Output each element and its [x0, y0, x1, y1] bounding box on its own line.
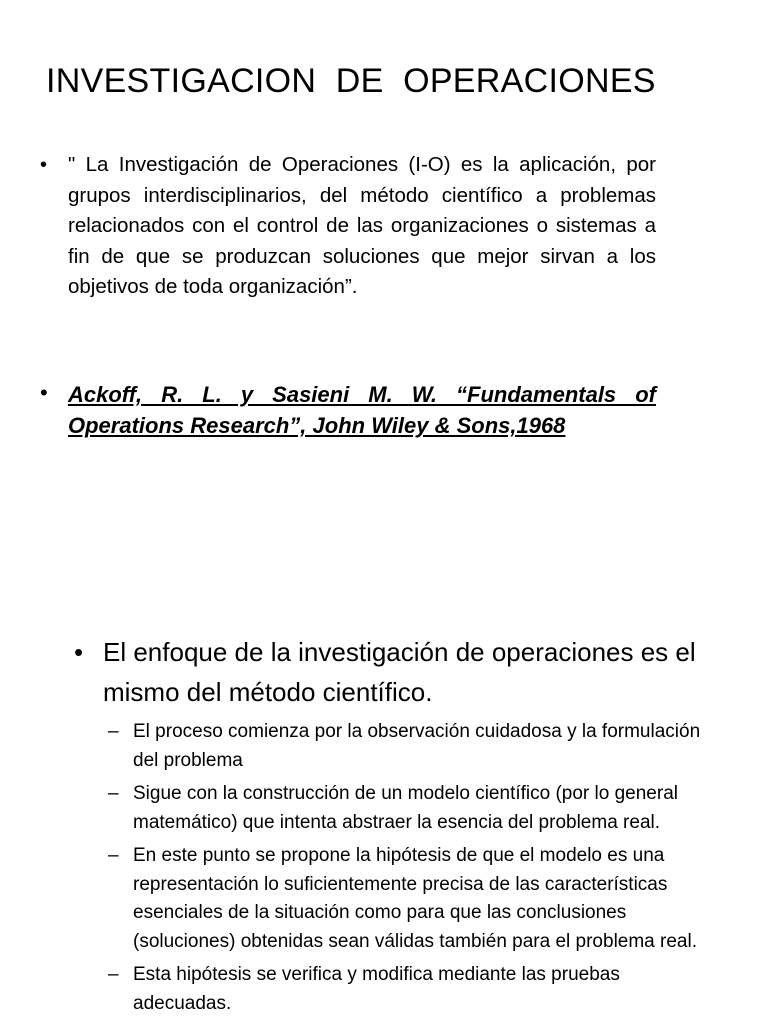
list-item	[108, 718, 708, 775]
sub-point-text: En este punto se propone la hipótesis de que el modelo es una representación lo suficientemente precisa de las características esenciales de la situación como para que las conclusiones (soluciones) obtenidas sean válidas también para el problema real.	[133, 845, 697, 952]
slide-title: INVESTIGACION DE OPERACIONES	[46, 62, 656, 100]
sub-point-text: El proceso comienza por la observación cuidadosa y la formulación del problema	[133, 721, 701, 771]
dash-icon: –	[108, 845, 119, 866]
bullet-icon: •	[40, 154, 48, 176]
sub-point-text: Sigue con la construcción de un modelo científico (por lo general matemático) que intenta abstraer la esencia del problema real.	[133, 783, 678, 833]
bullet-icon: •	[40, 380, 48, 405]
main-point-text: El enfoque de la investigación de operaciones es el mismo del método científico.	[103, 637, 696, 707]
dash-icon: –	[108, 721, 119, 742]
definition-quote: " La Investigación de Operaciones (I-O) es la aplicación, por grupos interdisciplinarios, del método científico a problemas relacionados con el control de las organizaciones o sistemas a fin de que se produzcan soluciones que mejor sirvan a los objetivos de toda organización”.	[68, 153, 656, 298]
slide-scientific-method	[0, 600, 768, 1024]
definition-bullet	[40, 150, 656, 303]
sub-points-list	[108, 718, 708, 1023]
sub-point-text: Esta hipótesis se verifica y modifica mediante las pruebas adecuadas.	[133, 964, 620, 1014]
list-item	[108, 780, 708, 837]
bullet-icon: •	[74, 637, 84, 667]
list-item	[108, 842, 708, 956]
main-point-bullet	[74, 632, 734, 712]
bibliographic-reference: Ackoff, R. L. y Sasieni M. W. “Fundamentals of Operations Research”, John Wiley & Sons,1968	[68, 382, 656, 438]
dash-icon: –	[108, 964, 119, 985]
dash-icon: –	[108, 783, 119, 804]
list-item	[108, 961, 708, 1018]
reference-bullet	[40, 379, 656, 441]
